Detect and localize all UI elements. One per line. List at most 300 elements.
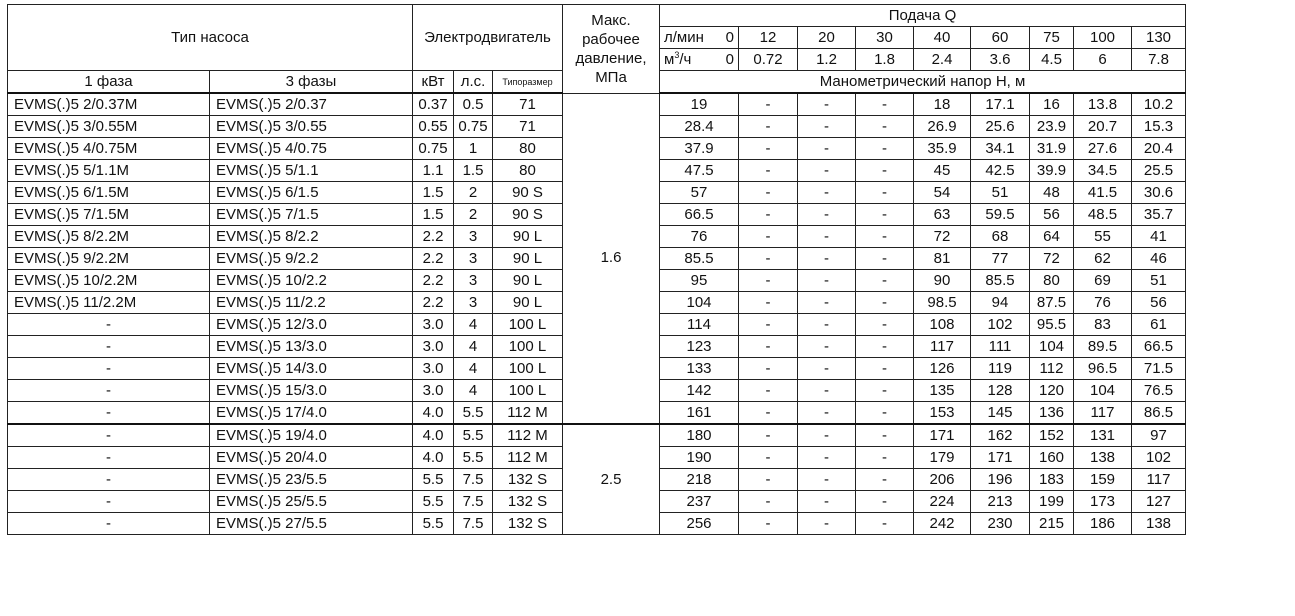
flow-m3h-cell [660,49,739,71]
head-value-cell: 111 [971,336,1030,358]
head-value-cell: - [798,491,856,513]
head-value-cell: 68 [971,226,1030,248]
flow-unit-m3h [664,51,691,69]
head-value-cell: 15.3 [1132,116,1186,138]
head-value-cell: 54 [914,182,971,204]
head-value-cell: - [856,270,914,292]
kw-cell: 5.5 [413,491,454,513]
head-value-cell: 153 [914,402,971,425]
head-value-cell: - [856,380,914,402]
phase3-model-cell: EVMS(.)5 23/5.5 [210,469,413,491]
head-value-cell: 63 [914,204,971,226]
phase3-model-cell: EVMS(.)5 3/0.55 [210,116,413,138]
head-value-cell: 138 [1132,513,1186,535]
head-value-cell: 206 [914,469,971,491]
flow-lmin-value: 130 [1132,27,1186,49]
head-value-cell: 83 [1074,314,1132,336]
head-value-cell: - [856,93,914,116]
hp-header: л.с. [454,71,493,94]
phase1-model-cell: EVMS(.)5 3/0.55M [8,116,210,138]
phase1-model-cell: EVMS(.)5 7/1.5M [8,204,210,226]
head-value-cell: - [856,182,914,204]
phase1-model-cell: - [8,314,210,336]
kw-cell: 4.0 [413,424,454,447]
hp-cell: 4 [454,314,493,336]
head-value-cell: - [739,138,798,160]
head-value-cell: - [739,292,798,314]
head-value-cell: 117 [914,336,971,358]
head-value-cell: 112 [1030,358,1074,380]
phase3-model-cell: EVMS(.)5 12/3.0 [210,314,413,336]
head-value-cell: - [856,358,914,380]
head-value-cell: 138 [1074,447,1132,469]
head-value-cell: 256 [660,513,739,535]
hp-cell: 4 [454,336,493,358]
head-value-cell: 162 [971,424,1030,447]
head-value-cell: 42.5 [971,160,1030,182]
size-cell: 90 L [493,226,563,248]
head-value-cell: 81 [914,248,971,270]
phase3-model-cell: EVMS(.)5 7/1.5 [210,204,413,226]
phase1-model-cell: - [8,491,210,513]
head-value-cell: - [739,314,798,336]
kw-cell: 3.0 [413,314,454,336]
head-value-cell: - [739,116,798,138]
phase1-model-cell: EVMS(.)5 6/1.5M [8,182,210,204]
phase3-model-cell: EVMS(.)5 14/3.0 [210,358,413,380]
motor-header: Электродвигатель [413,5,563,71]
head-value-cell: 123 [660,336,739,358]
head-value-cell: - [798,424,856,447]
phase1-model-cell: EVMS(.)5 2/0.37M [8,93,210,116]
phase1-model-cell: EVMS(.)5 8/2.2M [8,226,210,248]
kw-cell: 0.55 [413,116,454,138]
flow-m3h-value: 0 [725,50,734,68]
hp-cell: 4 [454,380,493,402]
phase1-model-cell: EVMS(.)5 9/2.2M [8,248,210,270]
head-value-cell: 66.5 [1132,336,1186,358]
head-value-cell: 102 [1132,447,1186,469]
phase1-model-cell: EVMS(.)5 5/1.1M [8,160,210,182]
head-value-cell: - [856,248,914,270]
head-value-cell: 86.5 [1132,402,1186,425]
kw-cell: 0.75 [413,138,454,160]
head-value-cell: - [739,336,798,358]
head-value-cell: 30.6 [1132,182,1186,204]
head-value-cell: 48.5 [1074,204,1132,226]
hp-cell: 1.5 [454,160,493,182]
flow-m3h-value: 1.2 [798,49,856,71]
head-value-cell: 41 [1132,226,1186,248]
hp-cell: 0.5 [454,93,493,116]
hp-cell: 7.5 [454,469,493,491]
head-value-cell: 41.5 [1074,182,1132,204]
hp-cell: 3 [454,248,493,270]
size-cell: 90 L [493,248,563,270]
max-pressure-line-2: рабочее [582,30,640,48]
size-cell: 112 M [493,402,563,425]
phase3-model-cell: EVMS(.)5 15/3.0 [210,380,413,402]
head-value-cell: 66.5 [660,204,739,226]
head-value-cell: 96.5 [1074,358,1132,380]
head-value-cell: - [798,182,856,204]
head-value-cell: 242 [914,513,971,535]
head-value-cell: 97 [1132,424,1186,447]
phase3-model-cell: EVMS(.)5 13/3.0 [210,336,413,358]
head-value-cell: 27.6 [1074,138,1132,160]
head-value-cell: - [856,469,914,491]
max-pressure-header [563,5,660,94]
size-cell: 112 M [493,424,563,447]
head-value-cell: 87.5 [1030,292,1074,314]
flow-unit-m3h-sup: 3 [674,49,680,60]
head-value-cell: 76 [1074,292,1132,314]
head-value-cell: 171 [971,447,1030,469]
head-value-cell: 18 [914,93,971,116]
max-pressure-line-3: давление, [575,49,647,67]
head-value-cell: - [739,424,798,447]
hp-cell: 5.5 [454,447,493,469]
flow-unit-m3h-prefix: м [664,50,675,68]
head-value-cell: 85.5 [660,248,739,270]
head-value-cell: 47.5 [660,160,739,182]
head-value-cell: - [856,292,914,314]
flow-lmin-value: 100 [1074,27,1132,49]
phase3-model-cell: EVMS(.)5 2/0.37 [210,93,413,116]
head-value-cell: - [798,314,856,336]
size-cell: 71 [493,116,563,138]
head-value-cell: 117 [1132,469,1186,491]
flow-lmin-cell [660,27,739,49]
phase3-model-cell: EVMS(.)5 20/4.0 [210,447,413,469]
head-value-cell: - [798,93,856,116]
head-value-cell: - [739,204,798,226]
phase1-model-cell: - [8,513,210,535]
head-value-cell: - [739,182,798,204]
flow-lmin-value: 40 [914,27,971,49]
size-cell: 71 [493,93,563,116]
pump-spec-table-container [7,4,1186,535]
head-value-cell: 25.6 [971,116,1030,138]
kw-cell: 2.2 [413,226,454,248]
hp-cell: 2 [454,204,493,226]
head-value-cell: 142 [660,380,739,402]
head-value-cell: - [856,116,914,138]
flow-m3h-value: 1.8 [856,49,914,71]
head-value-cell: - [739,491,798,513]
head-value-cell: - [856,447,914,469]
head-value-cell: 215 [1030,513,1074,535]
head-value-cell: 90 [914,270,971,292]
phase3-model-cell: EVMS(.)5 17/4.0 [210,402,413,425]
head-value-cell: 48 [1030,182,1074,204]
head-value-cell: 61 [1132,314,1186,336]
head-value-cell: - [798,292,856,314]
head-value-cell: 85.5 [971,270,1030,292]
kw-header: кВт [413,71,454,94]
head-value-cell: 76 [660,226,739,248]
flow-lmin-value: 75 [1030,27,1074,49]
hp-cell: 5.5 [454,402,493,425]
head-value-cell: 127 [1132,491,1186,513]
max-pressure-line-4: МПа [595,68,627,86]
head-value-cell: - [739,248,798,270]
table-row [8,93,1186,116]
flow-lmin-value: 12 [739,27,798,49]
size-cell: 100 L [493,380,563,402]
size-cell: 100 L [493,314,563,336]
head-value-cell: - [798,469,856,491]
head-value-cell: 171 [914,424,971,447]
head-value-cell: 145 [971,402,1030,425]
hp-cell: 7.5 [454,513,493,535]
hp-cell: 7.5 [454,491,493,513]
head-value-cell: 26.9 [914,116,971,138]
head-value-cell: 160 [1030,447,1074,469]
kw-cell: 2.2 [413,248,454,270]
phase3-model-cell: EVMS(.)5 19/4.0 [210,424,413,447]
size-cell: 90 S [493,204,563,226]
head-value-cell: 95.5 [1030,314,1074,336]
phase3-model-cell: EVMS(.)5 5/1.1 [210,160,413,182]
head-value-cell: - [856,424,914,447]
size-cell: 100 L [493,358,563,380]
head-value-cell: - [739,380,798,402]
head-value-cell: - [739,513,798,535]
header-row-1 [8,5,1186,27]
head-value-cell: 104 [1074,380,1132,402]
head-value-cell: 55 [1074,226,1132,248]
head-value-cell: 77 [971,248,1030,270]
phase1-model-cell: - [8,380,210,402]
size-cell: 132 S [493,491,563,513]
head-value-cell: - [798,160,856,182]
head-value-cell: - [856,513,914,535]
head-value-cell: - [739,226,798,248]
kw-cell: 4.0 [413,447,454,469]
phase3-model-cell: EVMS(.)5 4/0.75 [210,138,413,160]
head-value-cell: 51 [1132,270,1186,292]
head-value-cell: 17.1 [971,93,1030,116]
flow-header: Подача Q [660,5,1186,27]
head-value-cell: 119 [971,358,1030,380]
head-value-cell: 114 [660,314,739,336]
kw-cell: 2.2 [413,270,454,292]
flow-unit-lmin: л/мин [664,28,704,46]
head-value-cell: 94 [971,292,1030,314]
phase3-model-cell: EVMS(.)5 10/2.2 [210,270,413,292]
head-value-cell: - [739,402,798,425]
head-value-cell: - [798,248,856,270]
table-row [8,424,1186,447]
head-value-cell: - [739,270,798,292]
head-value-cell: 196 [971,469,1030,491]
phase1-header: 1 фаза [8,71,210,94]
hp-cell: 5.5 [454,424,493,447]
head-value-cell: 104 [660,292,739,314]
size-cell: 80 [493,160,563,182]
flow-m3h-value: 4.5 [1030,49,1074,71]
head-value-cell: - [856,336,914,358]
head-value-cell: - [856,314,914,336]
head-value-cell: - [856,402,914,425]
head-value-cell: 20.4 [1132,138,1186,160]
head-value-cell: 128 [971,380,1030,402]
head-value-cell: 159 [1074,469,1132,491]
head-value-cell: 57 [660,182,739,204]
head-value-cell: - [856,138,914,160]
kw-cell: 4.0 [413,402,454,425]
hp-cell: 4 [454,358,493,380]
head-value-cell: - [798,447,856,469]
pump-spec-body [8,93,1186,535]
head-value-cell: 180 [660,424,739,447]
head-value-cell: - [798,336,856,358]
head-value-cell: 56 [1030,204,1074,226]
head-value-cell: 237 [660,491,739,513]
flow-lmin-value: 20 [798,27,856,49]
head-value-cell: 76.5 [1132,380,1186,402]
flow-m3h-value: 6 [1074,49,1132,71]
kw-cell: 0.37 [413,93,454,116]
flow-lmin-value: 30 [856,27,914,49]
phase1-model-cell: EVMS(.)5 4/0.75M [8,138,210,160]
kw-cell: 3.0 [413,358,454,380]
head-value-cell: 19 [660,93,739,116]
phase3-model-cell: EVMS(.)5 25/5.5 [210,491,413,513]
head-value-cell: 35.9 [914,138,971,160]
head-value-cell: 31.9 [1030,138,1074,160]
pump-spec-table [7,4,1186,535]
kw-cell: 5.5 [413,513,454,535]
head-value-cell: 179 [914,447,971,469]
size-cell: 90 S [493,182,563,204]
phase1-model-cell: EVMS(.)5 11/2.2M [8,292,210,314]
head-value-cell: 10.2 [1132,93,1186,116]
head-value-cell: 16 [1030,93,1074,116]
head-value-cell: 46 [1132,248,1186,270]
head-value-cell: 190 [660,447,739,469]
head-value-cell: - [739,447,798,469]
head-value-cell: 56 [1132,292,1186,314]
head-value-cell: 20.7 [1074,116,1132,138]
hp-cell: 0.75 [454,116,493,138]
head-value-cell: - [798,226,856,248]
max-pressure-cell: 1.6 [563,93,660,424]
size-cell: 100 L [493,336,563,358]
head-value-cell: 224 [914,491,971,513]
size-cell: 90 L [493,270,563,292]
phase3-model-cell: EVMS(.)5 27/5.5 [210,513,413,535]
head-value-cell: - [798,513,856,535]
head-value-cell: - [798,358,856,380]
flow-m3h-value: 7.8 [1132,49,1186,71]
size-cell: 132 S [493,513,563,535]
head-value-cell: 133 [660,358,739,380]
head-value-cell: 98.5 [914,292,971,314]
head-value-cell: 186 [1074,513,1132,535]
head-value-cell: 51 [971,182,1030,204]
flow-m3h-value: 0.72 [739,49,798,71]
head-value-cell: - [856,226,914,248]
head-value-cell: 230 [971,513,1030,535]
head-value-cell: 45 [914,160,971,182]
head-value-cell: 183 [1030,469,1074,491]
head-value-cell: 218 [660,469,739,491]
head-value-cell: 135 [914,380,971,402]
hp-cell: 3 [454,226,493,248]
head-value-cell: 62 [1074,248,1132,270]
head-value-cell: 59.5 [971,204,1030,226]
phase3-model-cell: EVMS(.)5 9/2.2 [210,248,413,270]
flow-m3h-value: 2.4 [914,49,971,71]
head-value-cell: - [798,116,856,138]
head-value-cell: - [856,204,914,226]
phase1-model-cell: - [8,447,210,469]
head-value-cell: 39.9 [1030,160,1074,182]
head-value-cell: 72 [914,226,971,248]
kw-cell: 1.1 [413,160,454,182]
hp-cell: 2 [454,182,493,204]
phase3-model-cell: EVMS(.)5 11/2.2 [210,292,413,314]
phase3-header: 3 фазы [210,71,413,94]
head-value-cell: 95 [660,270,739,292]
kw-cell: 1.5 [413,204,454,226]
head-value-cell: - [739,358,798,380]
head-value-cell: 13.8 [1074,93,1132,116]
head-value-cell: 126 [914,358,971,380]
max-pressure-line-1: Макс. [591,11,631,29]
kw-cell: 1.5 [413,182,454,204]
head-value-cell: 34.1 [971,138,1030,160]
head-value-cell: - [739,469,798,491]
head-value-cell: 152 [1030,424,1074,447]
head-value-cell: 173 [1074,491,1132,513]
phase3-model-cell: EVMS(.)5 8/2.2 [210,226,413,248]
phase1-model-cell: EVMS(.)5 10/2.2M [8,270,210,292]
head-value-cell: 80 [1030,270,1074,292]
head-value-cell: 28.4 [660,116,739,138]
phase3-model-cell: EVMS(.)5 6/1.5 [210,182,413,204]
head-value-cell: 131 [1074,424,1132,447]
head-value-cell: 25.5 [1132,160,1186,182]
flow-lmin-value: 60 [971,27,1030,49]
phase1-model-cell: - [8,424,210,447]
phase1-model-cell: - [8,336,210,358]
phase1-model-cell: - [8,402,210,425]
head-value-cell: 199 [1030,491,1074,513]
head-value-cell: - [798,204,856,226]
head-value-cell: 64 [1030,226,1074,248]
head-value-cell: 213 [971,491,1030,513]
kw-cell: 3.0 [413,380,454,402]
head-value-cell: - [798,138,856,160]
head-value-cell: 34.5 [1074,160,1132,182]
head-value-cell: 120 [1030,380,1074,402]
head-header: Манометрический напор H, м [660,71,1186,94]
head-value-cell: 136 [1030,402,1074,425]
head-value-cell: - [856,160,914,182]
head-value-cell: 35.7 [1132,204,1186,226]
head-value-cell: 108 [914,314,971,336]
hp-cell: 1 [454,138,493,160]
head-value-cell: - [739,160,798,182]
kw-cell: 5.5 [413,469,454,491]
hp-cell: 3 [454,270,493,292]
head-value-cell: 23.9 [1030,116,1074,138]
head-value-cell: 71.5 [1132,358,1186,380]
head-value-cell: 37.9 [660,138,739,160]
